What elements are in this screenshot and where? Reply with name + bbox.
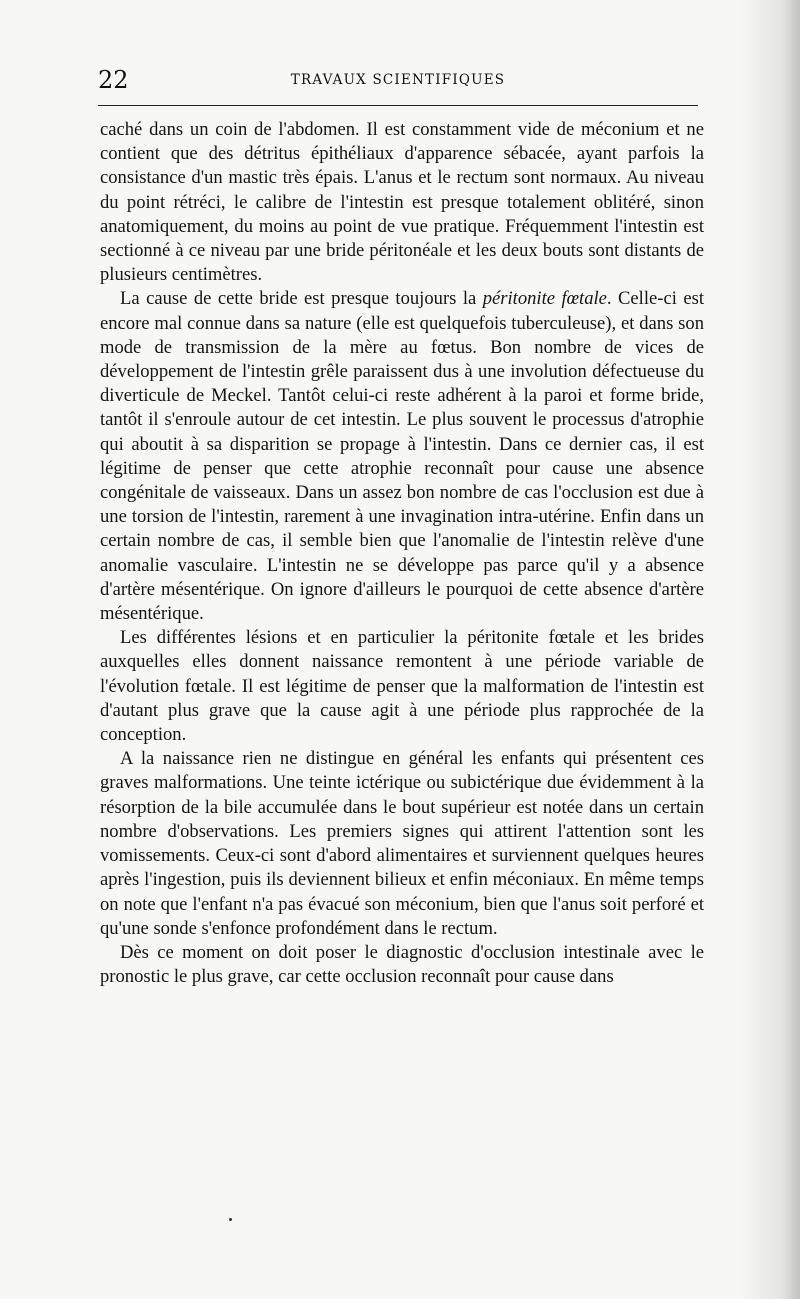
paragraph-5 (100, 941, 704, 989)
italic-term: péritonite fœtale (482, 288, 607, 310)
header-rule (98, 105, 698, 106)
paragraph-1 (100, 118, 704, 287)
paragraph-text: . Celle-ci est encore mal connue dans sa nature (elle est quelquefois tuberculeuse), et dans son mode de transmission de la mère au fœtus. Bon nombre de vices de développement de l'intestin grêle paraissent dus à une involution défectueuse du diverticule de Meckel. Tantôt celui-ci reste adhérent à la paroi et forme bride, tantôt il s'enroule autour de cet intestin. Le plus souvent le processus d'atrophie qui aboutit à sa disparition se propage à l'intestin. Dans ce dernier cas, il est légitime de penser que cette atrophie reconnaît pour cause une absence congénitale de vaisseaux. Dans un assez bon nombre de cas l'occlusion est due à une torsion de l'intestin, rarement à une invagination intra-utérine. Enfin dans un certain nombre de cas, il semble bien que l'anomalie de l'intestin relève d'une anomalie vasculaire. L'intestin ne se développe pas parce qu'il y a absence d'artère mésentérique. On ignore d'ailleurs le pourquoi de cette absence d'artère mésentérique. (100, 288, 704, 625)
paragraph-text: A la naissance rien ne distingue en général les enfants qui présentent ces graves malformations. Une teinte ictérique ou subictérique due évidemment à la résorption de la bile accumulée dans le bout supérieur est notée dans un certain nombre d'observations. Les premiers signes qui attirent l'attention sont les vomissements. Ceux-ci sont d'abord alimentaires et surviennent quelques heures après l'ingestion, puis ils deviennent bilieux et enfin méconiaux. En même temps on note que l'enfant n'a pas évacué son méconium, bien que l'anus soit perforé et qu'une sonde s'enfonce profondément dans le rectum. (100, 748, 704, 939)
paragraph-text: Les différentes lésions et en particulier la péritonite fœtale et les brides auxquelles elles donnent naissance remontent à une période variable de l'évolution fœtale. Il est légitime de penser que la malformation de l'intestin est d'autant plus grave que la cause agit à une période plus rapprochée de la conception. (100, 627, 704, 746)
page-header (98, 66, 698, 102)
paragraph-3 (100, 626, 704, 747)
paragraph-text: caché dans un coin de l'abdomen. Il est constamment vide de méconium et ne contient que des détritus épithéliaux d'apparence sébacée, ayant parfois la consistance d'un mastic très épais. L'anus et le rectum sont normaux. Au niveau du point rétréci, le calibre de l'intestin est presque totalement oblitéré, sinon anatomiquement, du moins au point de vue pratique. Fréquemment l'intestin est sectionné à ce niveau par une bride péritonéale et les deux bouts sont distants de plusieurs centimètres. (100, 119, 704, 286)
paragraph-text: Dès ce moment on doit poser le diagnostic d'occlusion intestinale avec le pronostic le plus grave, car cette occlusion reconnaît pour cause dans (100, 941, 704, 988)
paragraph-4 (100, 747, 704, 941)
running-title: TRAVAUX SCIENTIFIQUES (290, 72, 506, 88)
paragraph-text: La cause de cette bride est presque toujours la (120, 288, 483, 310)
body-text (100, 118, 704, 989)
page-number: 22 (98, 66, 129, 94)
ink-speck (229, 1218, 232, 1221)
paragraph-2 (100, 287, 704, 626)
